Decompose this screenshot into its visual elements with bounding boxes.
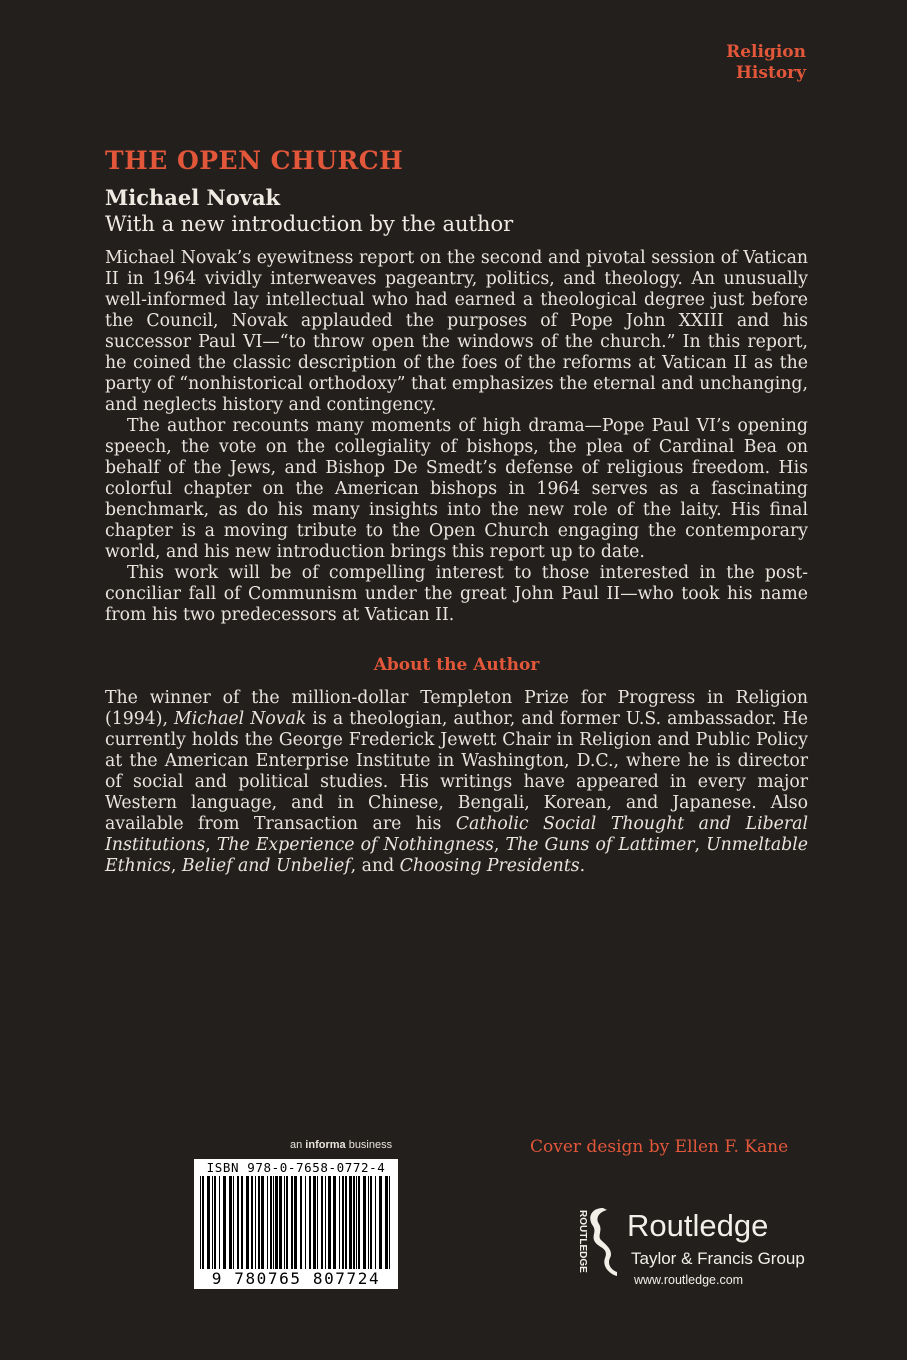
barcode-bar bbox=[321, 1176, 323, 1269]
barcode-bar bbox=[233, 1176, 234, 1269]
barcode-bar bbox=[200, 1176, 201, 1269]
about-author-text bbox=[105, 688, 808, 877]
barcode-bar bbox=[300, 1176, 302, 1269]
barcode-bar bbox=[309, 1176, 311, 1269]
barcode-bar bbox=[251, 1176, 253, 1269]
barcode-bar bbox=[212, 1176, 213, 1269]
barcode-bar bbox=[333, 1176, 336, 1269]
publisher-url: www.routledge.com bbox=[634, 1273, 744, 1287]
barcode-bar bbox=[370, 1176, 372, 1269]
barcode-bar bbox=[270, 1176, 272, 1269]
barcode-number: 9 780765 807724 bbox=[211, 1269, 381, 1288]
book-title-4: Unmeltable Ethnics bbox=[105, 835, 808, 876]
barcode-bar bbox=[229, 1176, 232, 1269]
category-history: History bbox=[735, 63, 806, 83]
isbn-text: ISBN 978-0-7658-0772-4 bbox=[206, 1160, 386, 1175]
barcode-bar bbox=[267, 1176, 268, 1269]
barcode-bar bbox=[349, 1176, 352, 1269]
book-title-3: The Guns of Lattimer bbox=[505, 835, 695, 855]
subtitle: With a new introduction by the author bbox=[105, 212, 514, 236]
book-title-5: Belief and Unbelief bbox=[181, 856, 351, 876]
routledge-logo-icon bbox=[569, 1204, 627, 1280]
barcode-bar bbox=[223, 1176, 226, 1269]
book-title-1: Catholic Social Thought and Liberal Institutions bbox=[105, 814, 808, 855]
barcode-bar bbox=[368, 1176, 369, 1269]
barcode-bar bbox=[385, 1176, 388, 1269]
barcode-bar bbox=[294, 1176, 297, 1269]
barcode-bar bbox=[325, 1176, 326, 1269]
barcode-bar bbox=[279, 1176, 282, 1269]
publisher-name: Routledge bbox=[627, 1208, 769, 1243]
barcode-bar bbox=[317, 1176, 318, 1269]
description-paragraph-2: The author recounts many moments of high drama—Pope Paul VI’s opening speech, the vote on the collegiality of bishops, the plea of Cardinal Bea on behalf of the Jews, and Bishop De Smedt’s defense of religious freedom. His colorful chapter on the American bishops in 1964 serves as a fascinating benchmark, as do his many insights into the new role of the laity. His final chapter is a moving tribute to the Open Church engaging the contemporary world, and his new introduction brings this report up to date. bbox=[105, 416, 808, 562]
about-paragraph: The winner of the million-dollar Templeton Prize for Progress in Religion (1994), Michael Novak is a theologian, author, and former U.S. ambassador. He currently holds the George Frederick Jewett Chair in Religion and Public Policy at the American Enterprise Institute in Washington, D.C., where he is director of social and political studies. His writings have appeared in every major Western language, and in Chinese, Bengali, Korean, and Japanese. Also available from Transaction are his Catholic Social Thought and Liberal Institutions, The Experience of Nothingness, The Guns of Lattimer, Unmeltable Ethnics, Belief and Unbelief, and Choosing Presidents. bbox=[105, 688, 808, 876]
barcode-bar bbox=[273, 1176, 274, 1269]
barcode-bar bbox=[379, 1176, 382, 1269]
barcode bbox=[194, 1159, 398, 1289]
barcode-bar bbox=[219, 1176, 220, 1269]
barcode-bar bbox=[214, 1176, 216, 1269]
barcode-bar bbox=[339, 1176, 340, 1269]
barcode-bar bbox=[258, 1176, 260, 1269]
informa-tagline: an informa business bbox=[290, 1139, 393, 1151]
barcode-bar bbox=[241, 1176, 243, 1269]
barcode-bar bbox=[328, 1176, 331, 1269]
barcode-bar bbox=[353, 1176, 355, 1269]
description bbox=[105, 248, 808, 626]
barcode-bar bbox=[358, 1176, 360, 1269]
barcode-bar bbox=[375, 1176, 376, 1269]
barcode-bar bbox=[255, 1176, 256, 1269]
routledge-vertical-text: ROUTLEDGE bbox=[577, 1210, 588, 1273]
barcode-bar bbox=[286, 1176, 288, 1269]
barcode-bar bbox=[275, 1176, 278, 1269]
description-paragraph-3: This work will be of compelling interest to those interested in the post-conciliar fall of Communism under the great John Paul II—who took his name from his two predecessors at Vatican II. bbox=[105, 563, 808, 625]
barcode-bar bbox=[363, 1176, 366, 1269]
barcode-bar bbox=[389, 1176, 390, 1269]
author-name: Michael Novak bbox=[105, 185, 281, 210]
barcode-bar bbox=[342, 1176, 344, 1269]
book-title: THE OPEN CHURCH bbox=[105, 146, 404, 175]
barcode-bar bbox=[207, 1176, 210, 1269]
publisher-group: Taylor & Francis Group bbox=[631, 1249, 805, 1268]
category-labels bbox=[726, 42, 806, 84]
barcode-bars bbox=[200, 1176, 392, 1271]
about-author-heading: About the Author bbox=[373, 655, 540, 675]
barcode-bar bbox=[345, 1176, 347, 1269]
barcode-bar bbox=[237, 1176, 239, 1269]
description-paragraph-1: Michael Novak’s eyewitness report on the second and pivotal session of Vatican II in 1964 vividly interweaves pageantry, politics, and theology. An unusually well-informed lay intellectual who had earned a theological degree just before the Council, Novak applauded the purposes of Pope John XXIII and his successor Paul VI—“to throw open the windows of the church.” In this report, he coined the classic description of the foes of the reforms at Vatican II as the party of “nonhistorical orthodoxy” that emphasizes the eternal and unchanging, and neglects history and contingency. bbox=[105, 248, 808, 415]
barcode-bar bbox=[305, 1176, 306, 1269]
book-title-2: The Experience of Nothingness bbox=[216, 835, 494, 855]
cover-credit: Cover design by Ellen F. Kane bbox=[530, 1137, 789, 1157]
category-religion: Religion bbox=[726, 42, 806, 62]
barcode-bar bbox=[246, 1176, 249, 1269]
barcode-bar bbox=[356, 1176, 357, 1269]
barcode-bar bbox=[313, 1176, 316, 1269]
barcode-bar bbox=[284, 1176, 285, 1269]
book-title-6: Choosing Presidents bbox=[399, 856, 580, 876]
barcode-bar bbox=[261, 1176, 264, 1269]
barcode-bar bbox=[291, 1176, 293, 1269]
barcode-bar bbox=[202, 1176, 204, 1269]
author-name-italic: Michael Novak bbox=[174, 709, 307, 729]
